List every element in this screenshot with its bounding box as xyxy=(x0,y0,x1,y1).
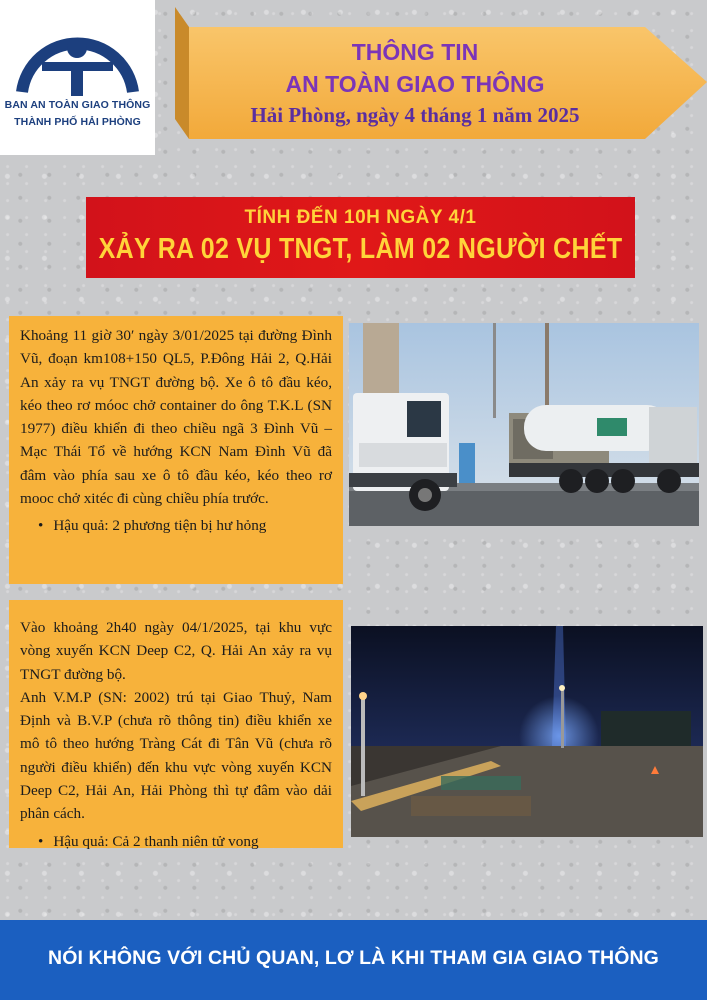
incident-2-consequence-list xyxy=(38,830,332,853)
headline-banner xyxy=(86,197,635,278)
incident-card-2 xyxy=(9,600,343,848)
incident-card-1 xyxy=(9,316,343,584)
title-line2: AN TOÀN GIAO THÔNG xyxy=(285,71,545,97)
org-name-line1: BAN AN TOÀN GIAO THÔNG xyxy=(4,99,151,111)
logo-block xyxy=(0,0,155,155)
incident-1-consequence: • Hậu quả: 2 phương tiện bị hư hỏng xyxy=(38,514,332,537)
traffic-safety-logo-icon xyxy=(14,22,141,96)
footer-slogan-bar xyxy=(0,920,707,1000)
date-line: Hải Phòng, ngày 4 tháng 1 năm 2025 xyxy=(250,103,580,127)
incident-2-consequence: • Hậu quả: Cả 2 thanh niên tử vong xyxy=(38,830,332,853)
footer-slogan: NÓI KHÔNG VỚI CHỦ QUAN, LƠ LÀ KHI THAM GIA GIAO THÔNG xyxy=(48,947,659,969)
night-roundabout-image xyxy=(351,626,703,837)
incident-1-description: Khoảng 11 giờ 30′ ngày 3/01/2025 tại đường Đình Vũ, đoạn km108+150 QL5, P.Đông Hải 2, Q.Hải An xảy ra vụ TNGT đường bộ. Xe ô tô đầu kéo, kéo theo rơ móoc chở container do ông T.K.L (SN 1977) điều khiển đi theo chiều ngã 3 Đình Vũ – Mạc Thái Tổ về hướng KCN Nam Đình Vũ đã đâm vào phía sau xe ô tô đầu kéo, kéo theo rơ mooc chở xitéc đi cùng chiều phía trước. xyxy=(20,327,332,508)
night-roundabout-photo xyxy=(351,626,703,837)
org-name-line2: THÀNH PHỐ HẢI PHÒNG xyxy=(14,116,141,128)
headline-line2: XẢY RA 02 VỤ TNGT, LÀM 02 NGƯỜI CHẾT xyxy=(98,232,623,266)
incident-2-description: Vào khoảng 2h40 ngày 04/1/2025, tại khu vực vòng xuyến KCN Deep C2, Q. Hải An xảy ra vụ TNGT đường bộ. xyxy=(20,619,332,683)
title-banner xyxy=(175,5,707,140)
incident-1-consequence-list xyxy=(38,514,332,537)
truck-collision-image xyxy=(349,323,699,526)
headline-line1: TÍNH ĐẾN 10H NGÀY 4/1 xyxy=(244,207,477,228)
truck-collision-photo xyxy=(349,323,699,526)
title-line1: THÔNG TIN xyxy=(351,39,479,65)
incident-2-details: Anh V.M.P (SN: 2002) trú tại Giao Thuỷ, Nam Định và B.V.P (chưa rõ thông tin) điều khiển xe mô tô theo hướng Tràng Cát đi Tân Vũ (chưa rõ người điều khiển) đến khu vực vòng xuyến KCN Deep C2, Hải An, Hải Phòng thì tự đâm vào dải phân cách. xyxy=(20,688,332,823)
